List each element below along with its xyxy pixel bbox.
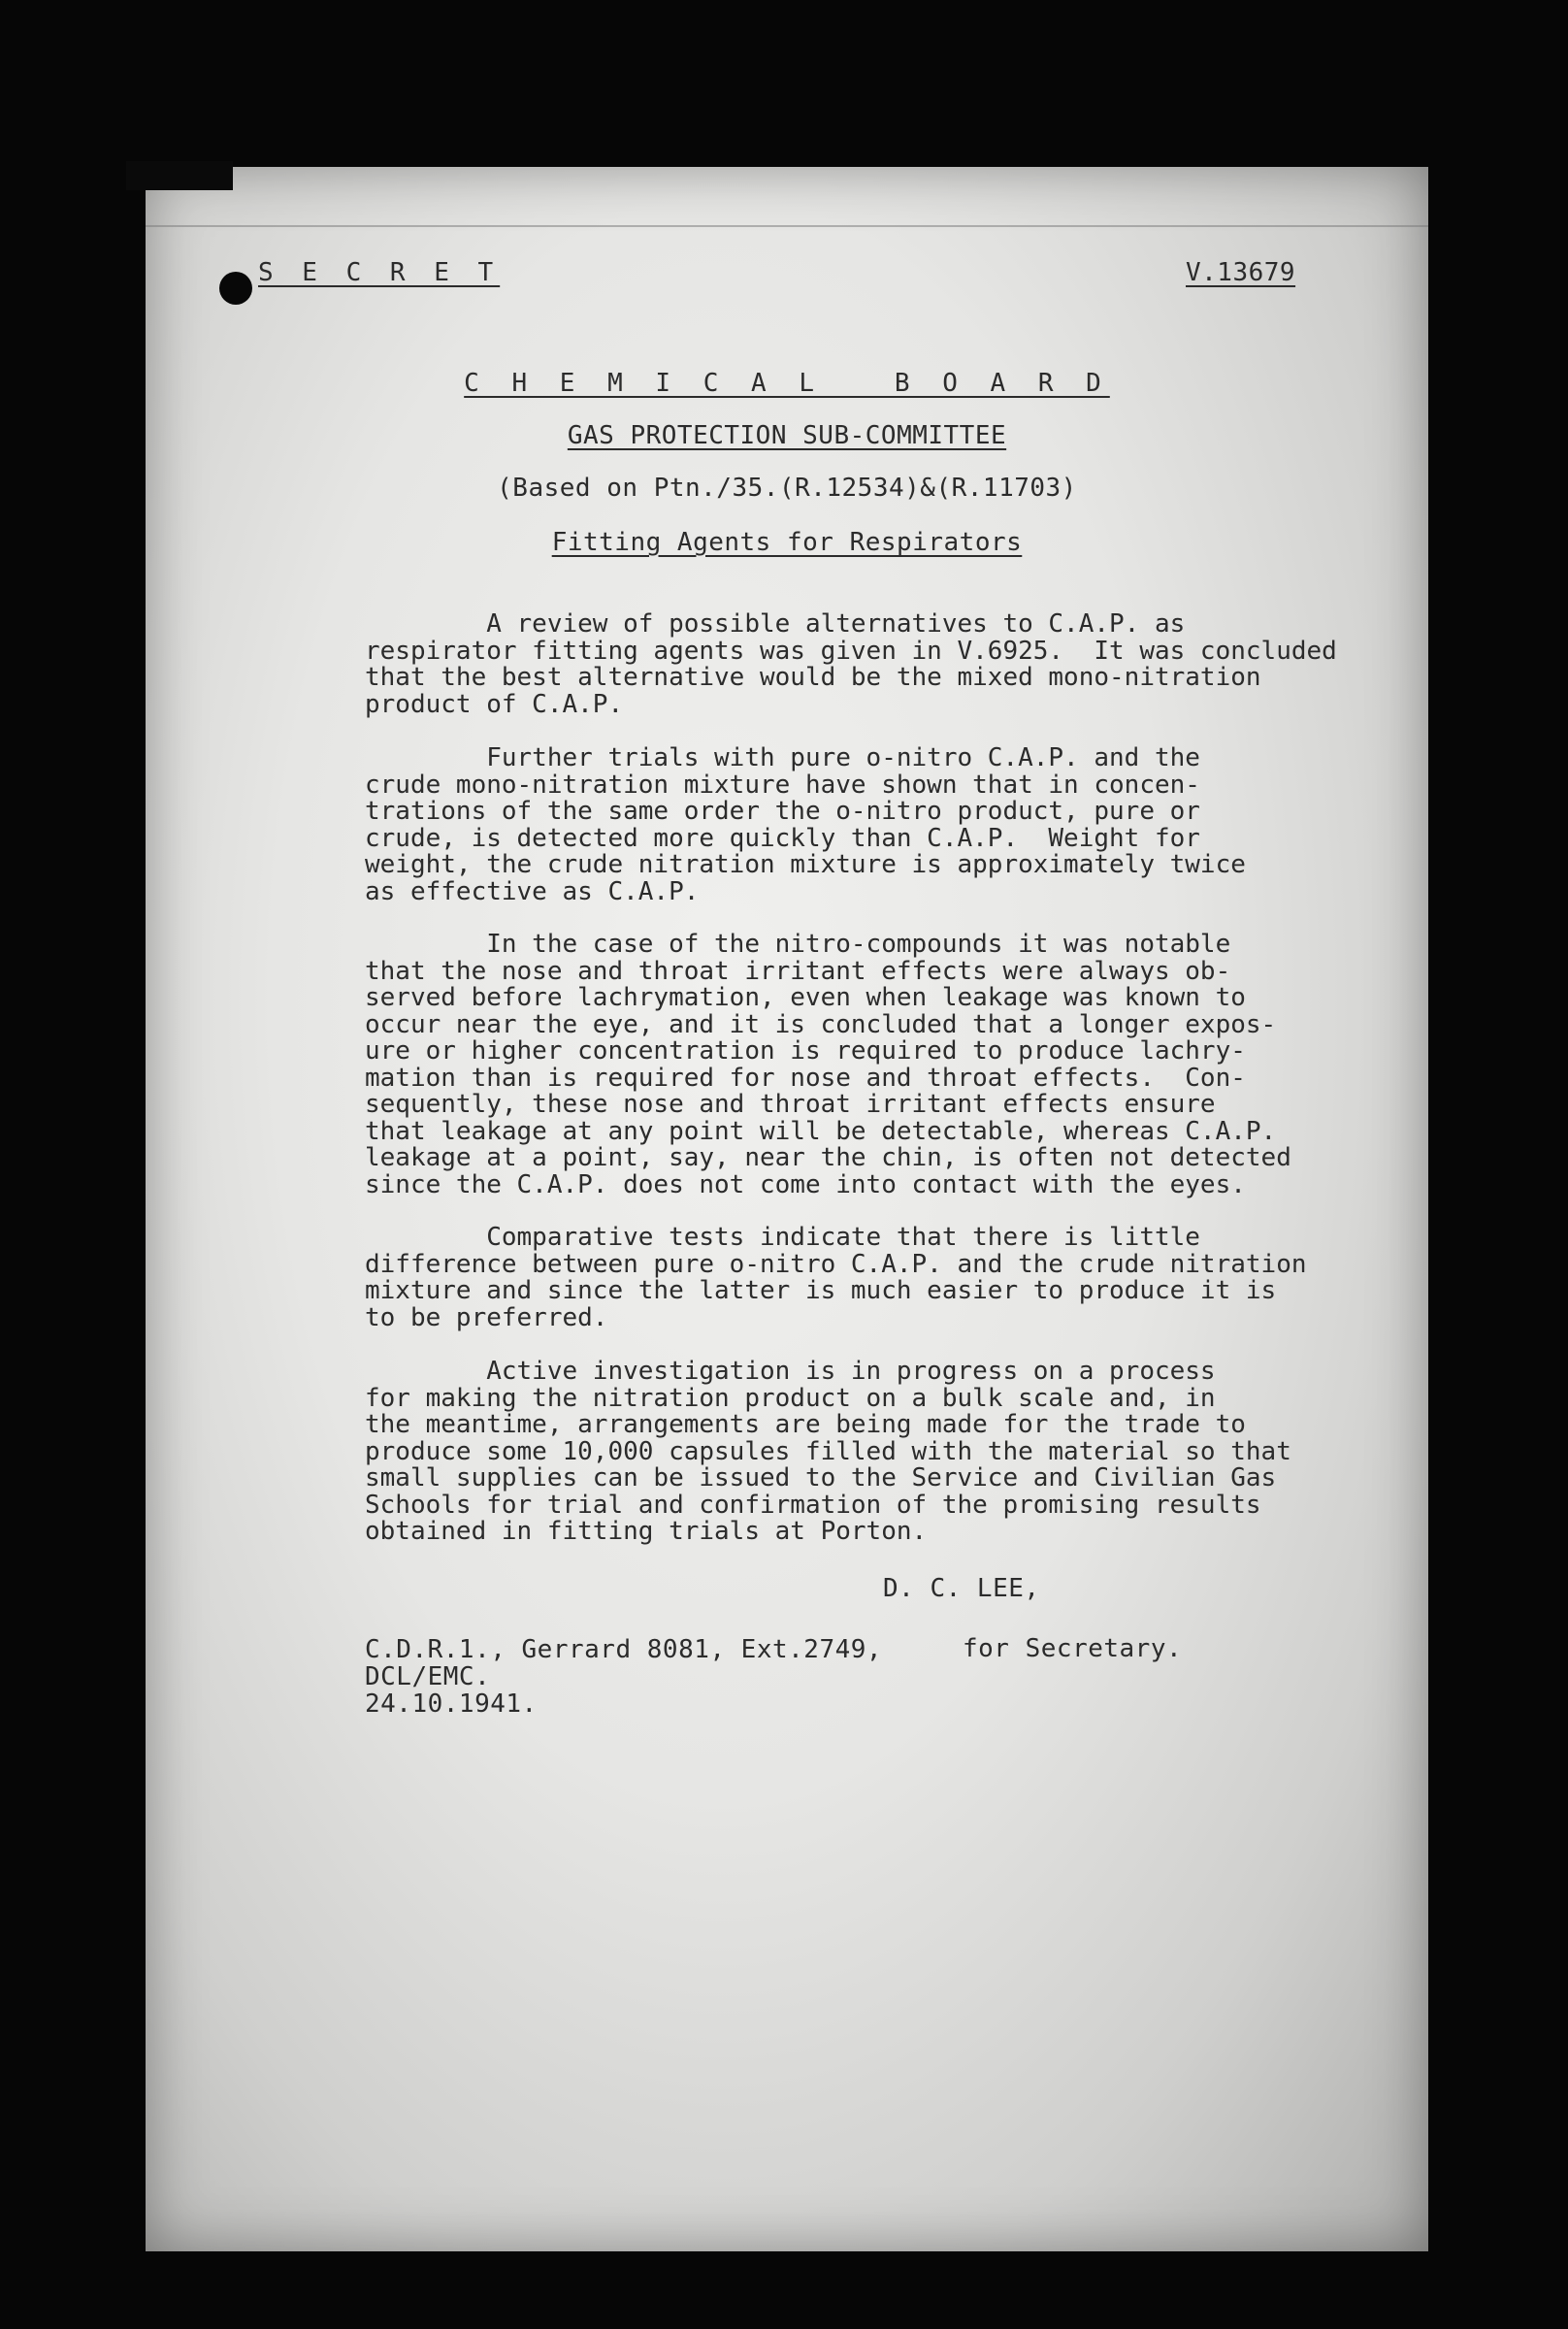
paragraph-4: Comparative tests indicate that there is little difference between pure o-nitro C.A.P. and the crude nitration mixture and since the latter is much easier to produce it is to be preferred. — [365, 1223, 1307, 1332]
classification-label: S E C R E T — [258, 258, 501, 287]
corner-tab — [126, 161, 233, 190]
subject-heading — [146, 530, 1428, 555]
paragraph-1: A review of possible alternatives to C.A.P. as respirator fitting agents was given in V.6925. It was concluded that the best alternative would be the mixed mono-nitration product of C.A.P. — [365, 609, 1337, 719]
document-reference: V.13679 — [1186, 258, 1296, 287]
paragraph-5: Active investigation is in progress on a process for making the nitration product on a bulk scale and, in the meantime, arrangements are being made for the trade to produce some 10,000 capsules filled with the material so that small supplies can be issued to the Service and Civilian Gas Schools for trial and confirmation of the promising results obtained in fitting trials at Porton. — [365, 1357, 1291, 1546]
board-heading-text: C H E M I C A L B O A R D — [464, 369, 1110, 398]
footer-block — [365, 1636, 882, 1718]
signatory-name: D. C. LEE, — [883, 1574, 1040, 1603]
subcommittee-heading — [146, 423, 1428, 448]
board-heading — [146, 371, 1428, 396]
document-sheet — [146, 167, 1428, 2251]
footer-role: for Secretary. — [963, 1634, 1183, 1663]
paragraph-2: Further trials with pure o-nitro C.A.P. and the crude mono-nitration mixture have shown that in concen- trations of the same order the o-nitro product, pure or crude, is detected more quickly than C.A.P. Weight for weight, the crude nitration mixture is approximately twice as effective as C.A.P. — [365, 743, 1246, 906]
paragraph-3: In the case of the nitro-compounds it was notable that the nose and throat irritant effects were always ob- served before lachrymation, even when leakage was known to occur near the eye, and it is concluded that a longer expos- ure or higher concentration is required to produce lachry- mation than is required for nose and throat effects. Con- sequently, these nose and throat irritant effects ensure that leakage at any point will be detectable, whereas C.A.P. leakage at a point, say, near the chin, is often not detected since the C.A.P. does not come into contact with the eyes. — [365, 930, 1291, 1199]
footer-contact: C.D.R.1., Gerrard 8081, Ext.2749, — [365, 1635, 883, 1664]
subject-heading-text: Fitting Agents for Respirators — [551, 528, 1023, 557]
footer-date: 24.10.1941. — [365, 1689, 538, 1719]
based-on-line: (Based on Ptn./35.(R.12534)&(R.11703) — [497, 474, 1077, 503]
punch-hole-mark — [219, 272, 252, 305]
footer-initials: DCL/EMC. — [365, 1662, 491, 1691]
subcommittee-heading-text: GAS PROTECTION SUB-COMMITTEE — [567, 421, 1007, 450]
